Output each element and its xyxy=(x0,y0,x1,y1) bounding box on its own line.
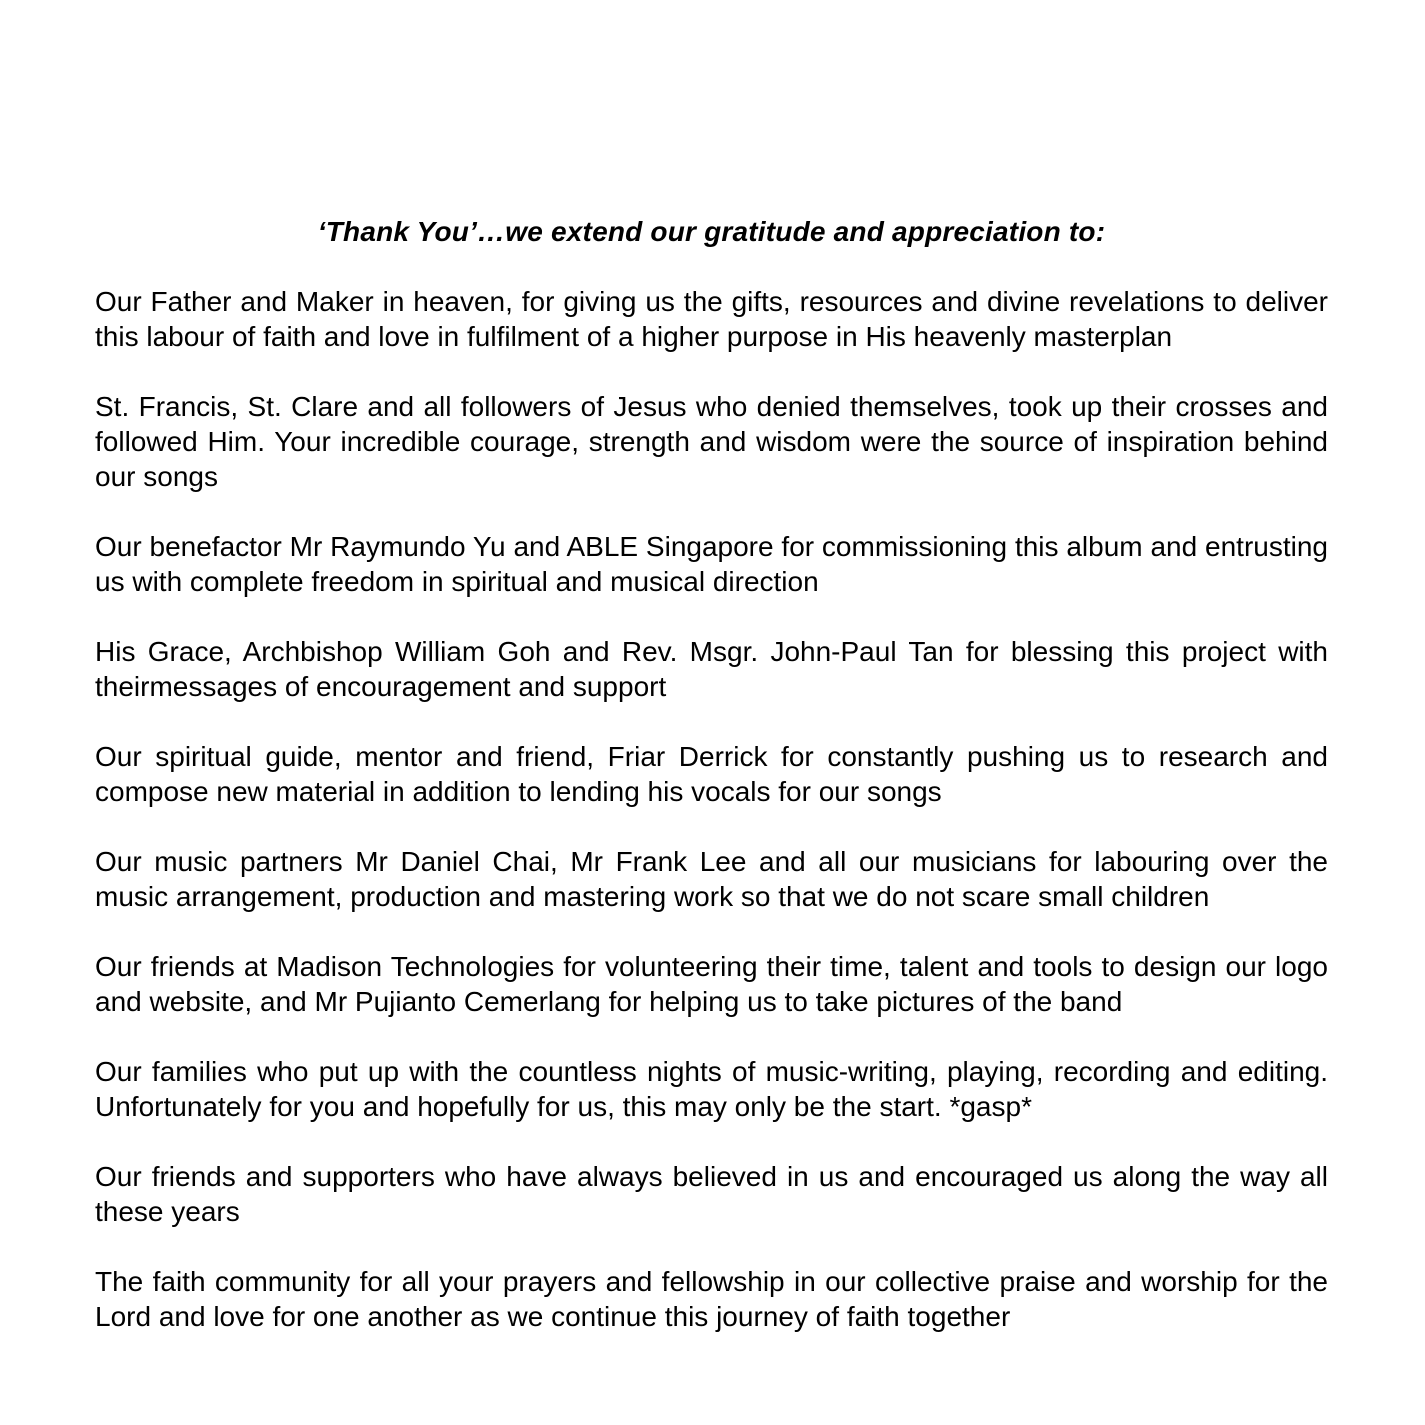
acknowledgment-paragraph: Our benefactor Mr Raymundo Yu and ABLE Singapore for commissioning this album and entrusting us with complete freedom in spiritual and musical direction xyxy=(95,531,1328,597)
acknowledgment-paragraph: Our Father and Maker in heaven, for giving us the gifts, resources and divine revelations to deliver this labour of faith and love in fulfilment of a higher purpose in His heavenly masterplan xyxy=(95,286,1328,352)
acknowledgment-paragraph: His Grace, Archbishop William Goh and Rev. Msgr. John-Paul Tan for blessing this project with theirmessages of encouragement and support xyxy=(95,636,1328,702)
acknowledgment-paragraph: Our friends and supporters who have always believed in us and encouraged us along the way all these years xyxy=(95,1161,1328,1227)
acknowledgment-paragraph: Our music partners Mr Daniel Chai, Mr Frank Lee and all our musicians for labouring over the music arrangement, production and mastering work so that we do not scare small children xyxy=(95,846,1328,912)
acknowledgment-paragraph: Our friends at Madison Technologies for volunteering their time, talent and tools to design our logo and website, and Mr Pujianto Cemerlang for helping us to take pictures of the band xyxy=(95,951,1328,1017)
acknowledgment-paragraph: St. Francis, St. Clare and all followers of Jesus who denied themselves, took up their crosses and followed Him. Your incredible courage, strength and wisdom were the source of inspiration behind our songs xyxy=(95,391,1328,492)
acknowledgment-paragraph: The faith community for all your prayers and fellowship in our collective praise and worship for the Lord and love for one another as we continue this journey of faith together xyxy=(95,1266,1328,1332)
acknowledgments-body xyxy=(95,284,1328,1334)
acknowledgment-paragraph: Our families who put up with the countless nights of music-writing, playing, recording and editing. Unfortunately for you and hopefully for us, this may only be the start. *gasp* xyxy=(95,1056,1328,1122)
acknowledgment-paragraph: Our spiritual guide, mentor and friend, Friar Derrick for constantly pushing us to research and compose new material in addition to lending his vocals for our songs xyxy=(95,741,1328,807)
page-title: ‘Thank You’…we extend our gratitude and appreciation to: xyxy=(317,216,1106,247)
